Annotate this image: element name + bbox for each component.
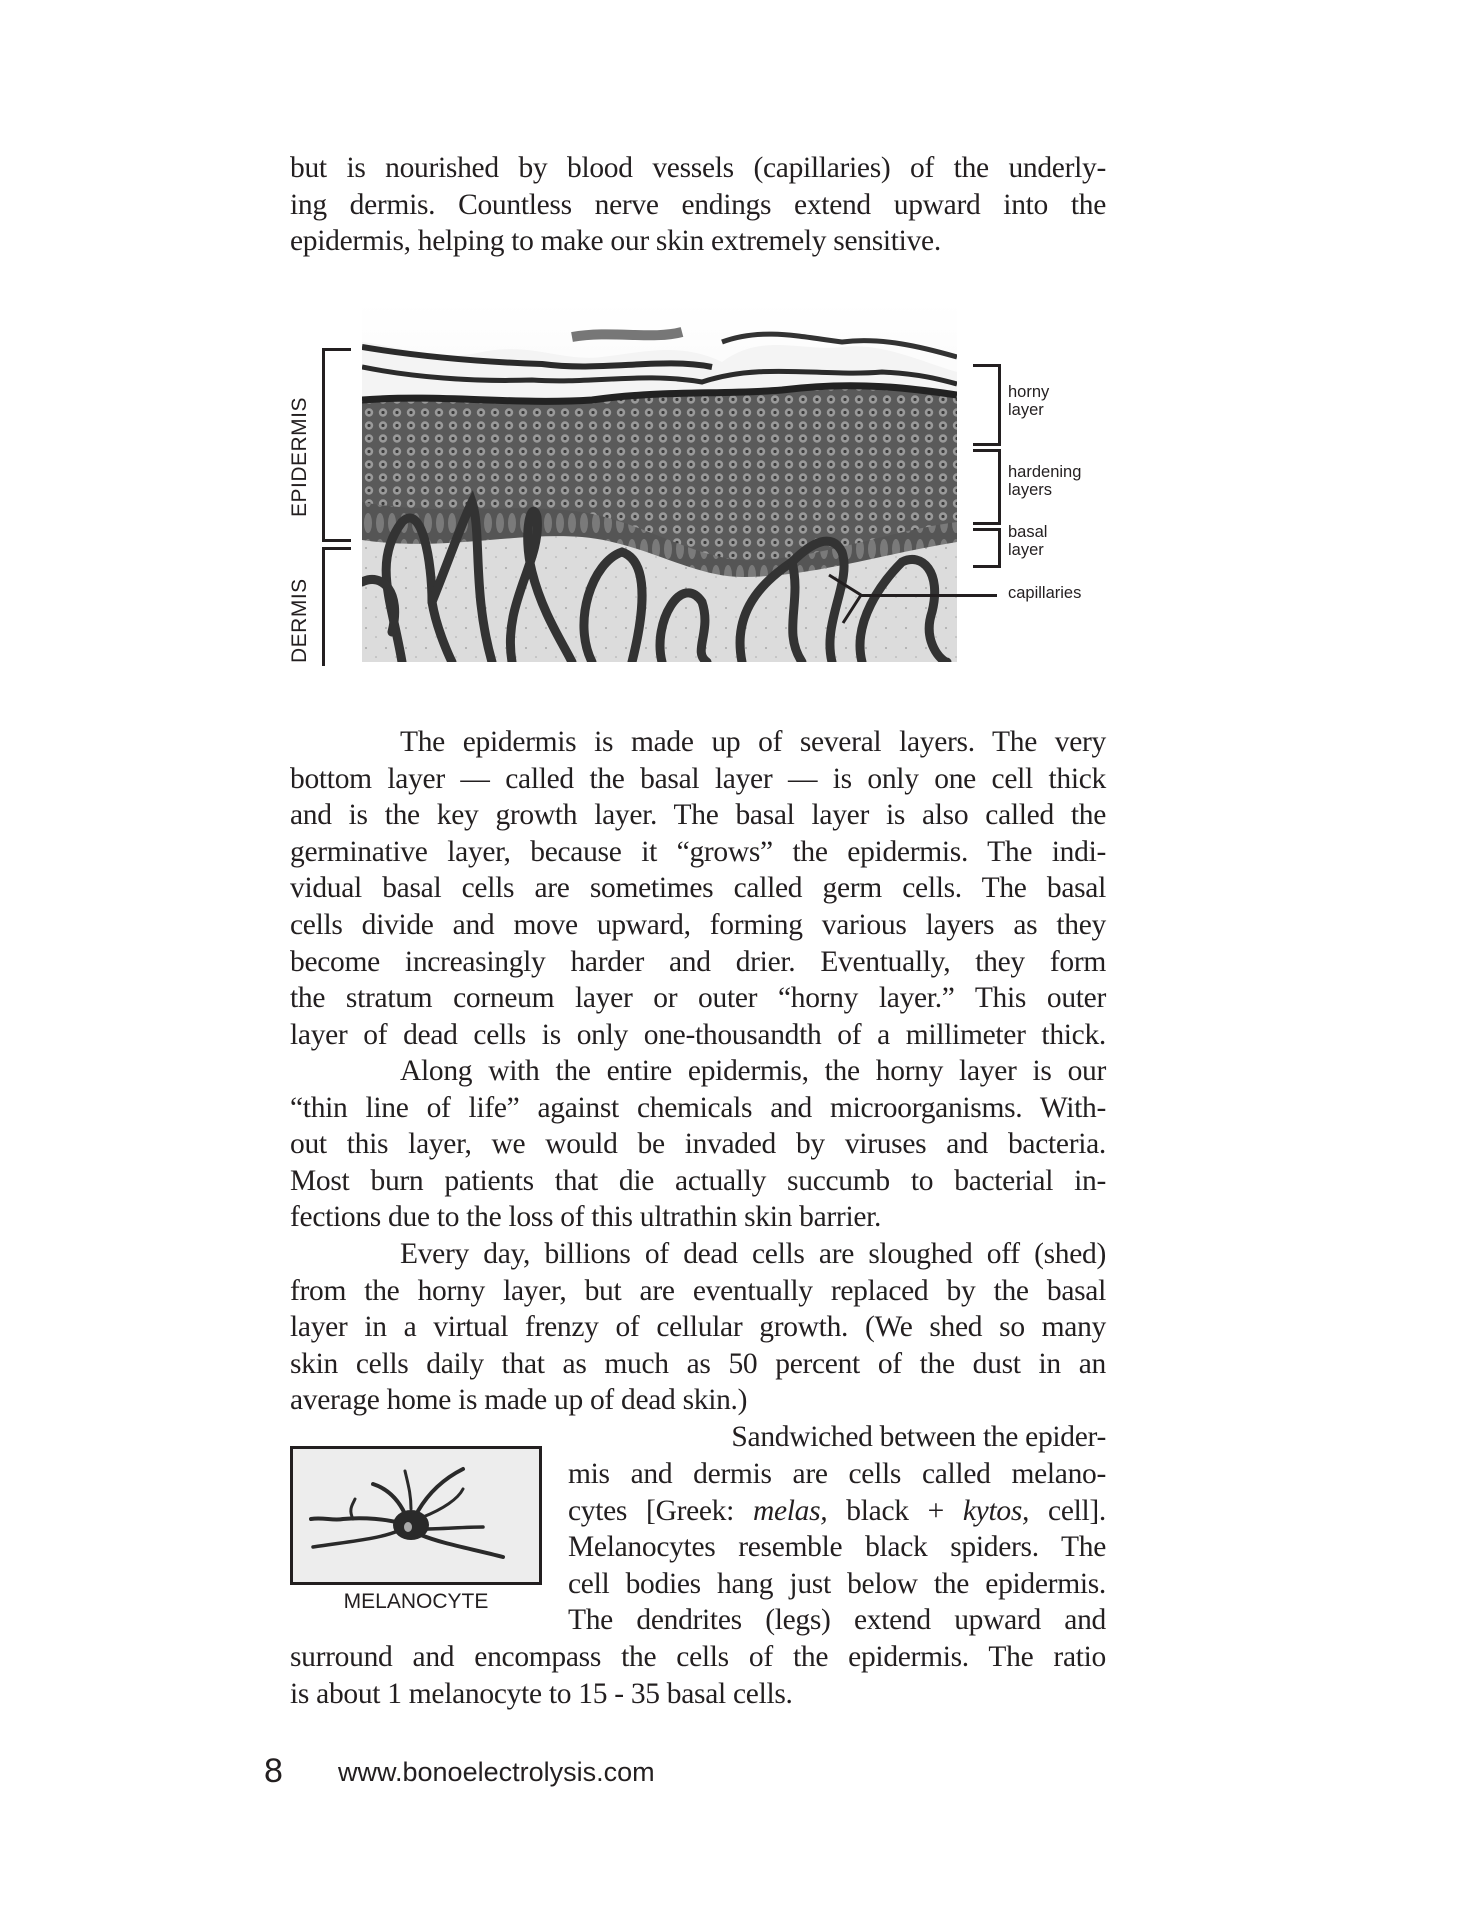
text-line: The dendrites (legs) extend upward and bbox=[568, 1604, 1106, 1637]
text-line: become increasingly harder and drier. Eventually, they form bbox=[290, 945, 1106, 978]
text-line: and is the key growth layer. The basal layer is also called the bbox=[290, 799, 1106, 832]
text-line: surround and encompass the cells of the epidermis. The ratio bbox=[290, 1641, 1106, 1673]
text-line: Melanocytes resemble black spiders. The bbox=[568, 1531, 1106, 1564]
label-line: layer bbox=[1008, 541, 1044, 559]
text-span: Along with the entire epidermis, the horny layer is our bbox=[400, 1055, 1106, 1087]
skin-micrograph-image bbox=[362, 302, 957, 662]
text-line: from the horny layer, but are eventually replaced by the basal bbox=[290, 1274, 1106, 1307]
melanocyte-illustration bbox=[293, 1449, 539, 1582]
text-line: but is nourished by blood vessels (capillaries) of the underly- bbox=[290, 152, 1106, 184]
label-line: basal bbox=[1008, 523, 1048, 541]
text-line: Sandwiched between the epider- bbox=[731, 1421, 1106, 1453]
text-line: cell bodies hang just below the epidermis. bbox=[568, 1567, 1106, 1600]
text-line: is about 1 melanocyte to 15 - 35 basal cells. bbox=[290, 1677, 793, 1710]
horny-layer-label bbox=[1008, 383, 1049, 419]
basal-layer-bracket bbox=[973, 528, 1001, 568]
text-line: the stratum corneum layer or outer “horny layer.” This outer bbox=[290, 982, 1106, 1015]
hardening-layers-label bbox=[1008, 463, 1081, 499]
text-span: cell]. bbox=[1029, 1494, 1107, 1527]
page-number: 8 bbox=[264, 1752, 283, 1790]
epidermis-bracket bbox=[322, 348, 351, 542]
paragraph-melanocytes-first-line bbox=[290, 1419, 1106, 1456]
paragraph-epidermis-layers bbox=[290, 724, 1106, 1053]
paragraph-melanocytes-wrapped bbox=[568, 1456, 1106, 1639]
melanocyte-caption: MELANOCYTE bbox=[343, 1590, 489, 1613]
melanocyte-image bbox=[290, 1446, 542, 1585]
text-line: average home is made up of dead skin.) bbox=[290, 1384, 748, 1417]
text-line: out this layer, we would be invaded by viruses and bacteria. bbox=[290, 1128, 1106, 1161]
text-line: layer of dead cells is only one-thousandth of a millimeter thick. bbox=[290, 1018, 1106, 1051]
text-line: “thin line of life” against chemicals and microorganisms. With- bbox=[290, 1091, 1106, 1124]
text-line bbox=[568, 1493, 1106, 1530]
paragraph-horny-layer bbox=[290, 1053, 1106, 1236]
text-line bbox=[290, 1053, 1106, 1090]
text-line: bottom layer — called the basal layer — is only one cell thick bbox=[290, 762, 1106, 795]
basal-layer-label bbox=[1008, 523, 1047, 559]
text-line: epidermis, helping to make our skin extremely sensitive. bbox=[290, 225, 941, 258]
text-line: germinative layer, because it “grows” the epidermis. The indi- bbox=[290, 835, 1106, 868]
dermis-bracket bbox=[322, 547, 351, 666]
label-line: layers bbox=[1008, 481, 1053, 499]
footer-url: www.bonoelectrolysis.com bbox=[338, 1757, 655, 1787]
hardening-layers-bracket bbox=[973, 449, 1001, 525]
capillaries-pointer-fork bbox=[825, 565, 865, 625]
text-span: cytes [Greek: bbox=[568, 1494, 753, 1527]
text-line: Most burn patients that die actually succumb to bacterial in- bbox=[290, 1164, 1106, 1197]
label-line: horny bbox=[1008, 383, 1050, 401]
epidermis-label: EPIDERMIS bbox=[288, 396, 311, 517]
paragraph-shedding bbox=[290, 1236, 1106, 1419]
dermis-label: DERMIS bbox=[288, 578, 311, 663]
greek-term-melas: melas, bbox=[752, 1494, 828, 1527]
text-line: layer in a virtual frenzy of cellular growth. (We shed so many bbox=[290, 1311, 1106, 1344]
skin-cross-section-figure bbox=[280, 295, 1100, 675]
text-span: black + bbox=[827, 1494, 963, 1527]
capillaries-pointer-line bbox=[860, 594, 997, 597]
intro-paragraph bbox=[290, 150, 1106, 260]
text-line: vidual basal cells are sometimes called germ cells. The basal bbox=[290, 872, 1106, 905]
horny-layer-bracket bbox=[973, 364, 1001, 446]
text-span: Every day, billions of dead cells are sloughed off (shed) bbox=[400, 1238, 1106, 1270]
greek-term-kytos: kytos, bbox=[962, 1494, 1030, 1527]
text-line: ing dermis. Countless nerve endings extend upward into the bbox=[290, 188, 1106, 221]
text-line: mis and dermis are cells called melano- bbox=[568, 1458, 1106, 1490]
text-line bbox=[290, 724, 1106, 761]
text-line: cells divide and move upward, forming various layers as they bbox=[290, 908, 1106, 941]
capillaries-label: capillaries bbox=[1008, 584, 1082, 602]
text-line bbox=[290, 1236, 1106, 1273]
text-line: fections due to the loss of this ultrathin skin barrier. bbox=[290, 1201, 882, 1234]
label-line: layer bbox=[1008, 401, 1044, 419]
paragraph-melanocytes-tail bbox=[290, 1639, 1106, 1712]
label-line: hardening bbox=[1008, 463, 1082, 481]
text-span: The epidermis is made up of several layers. The very bbox=[400, 726, 1106, 758]
text-line: skin cells daily that as much as 50 percent of the dust in an bbox=[290, 1347, 1106, 1380]
